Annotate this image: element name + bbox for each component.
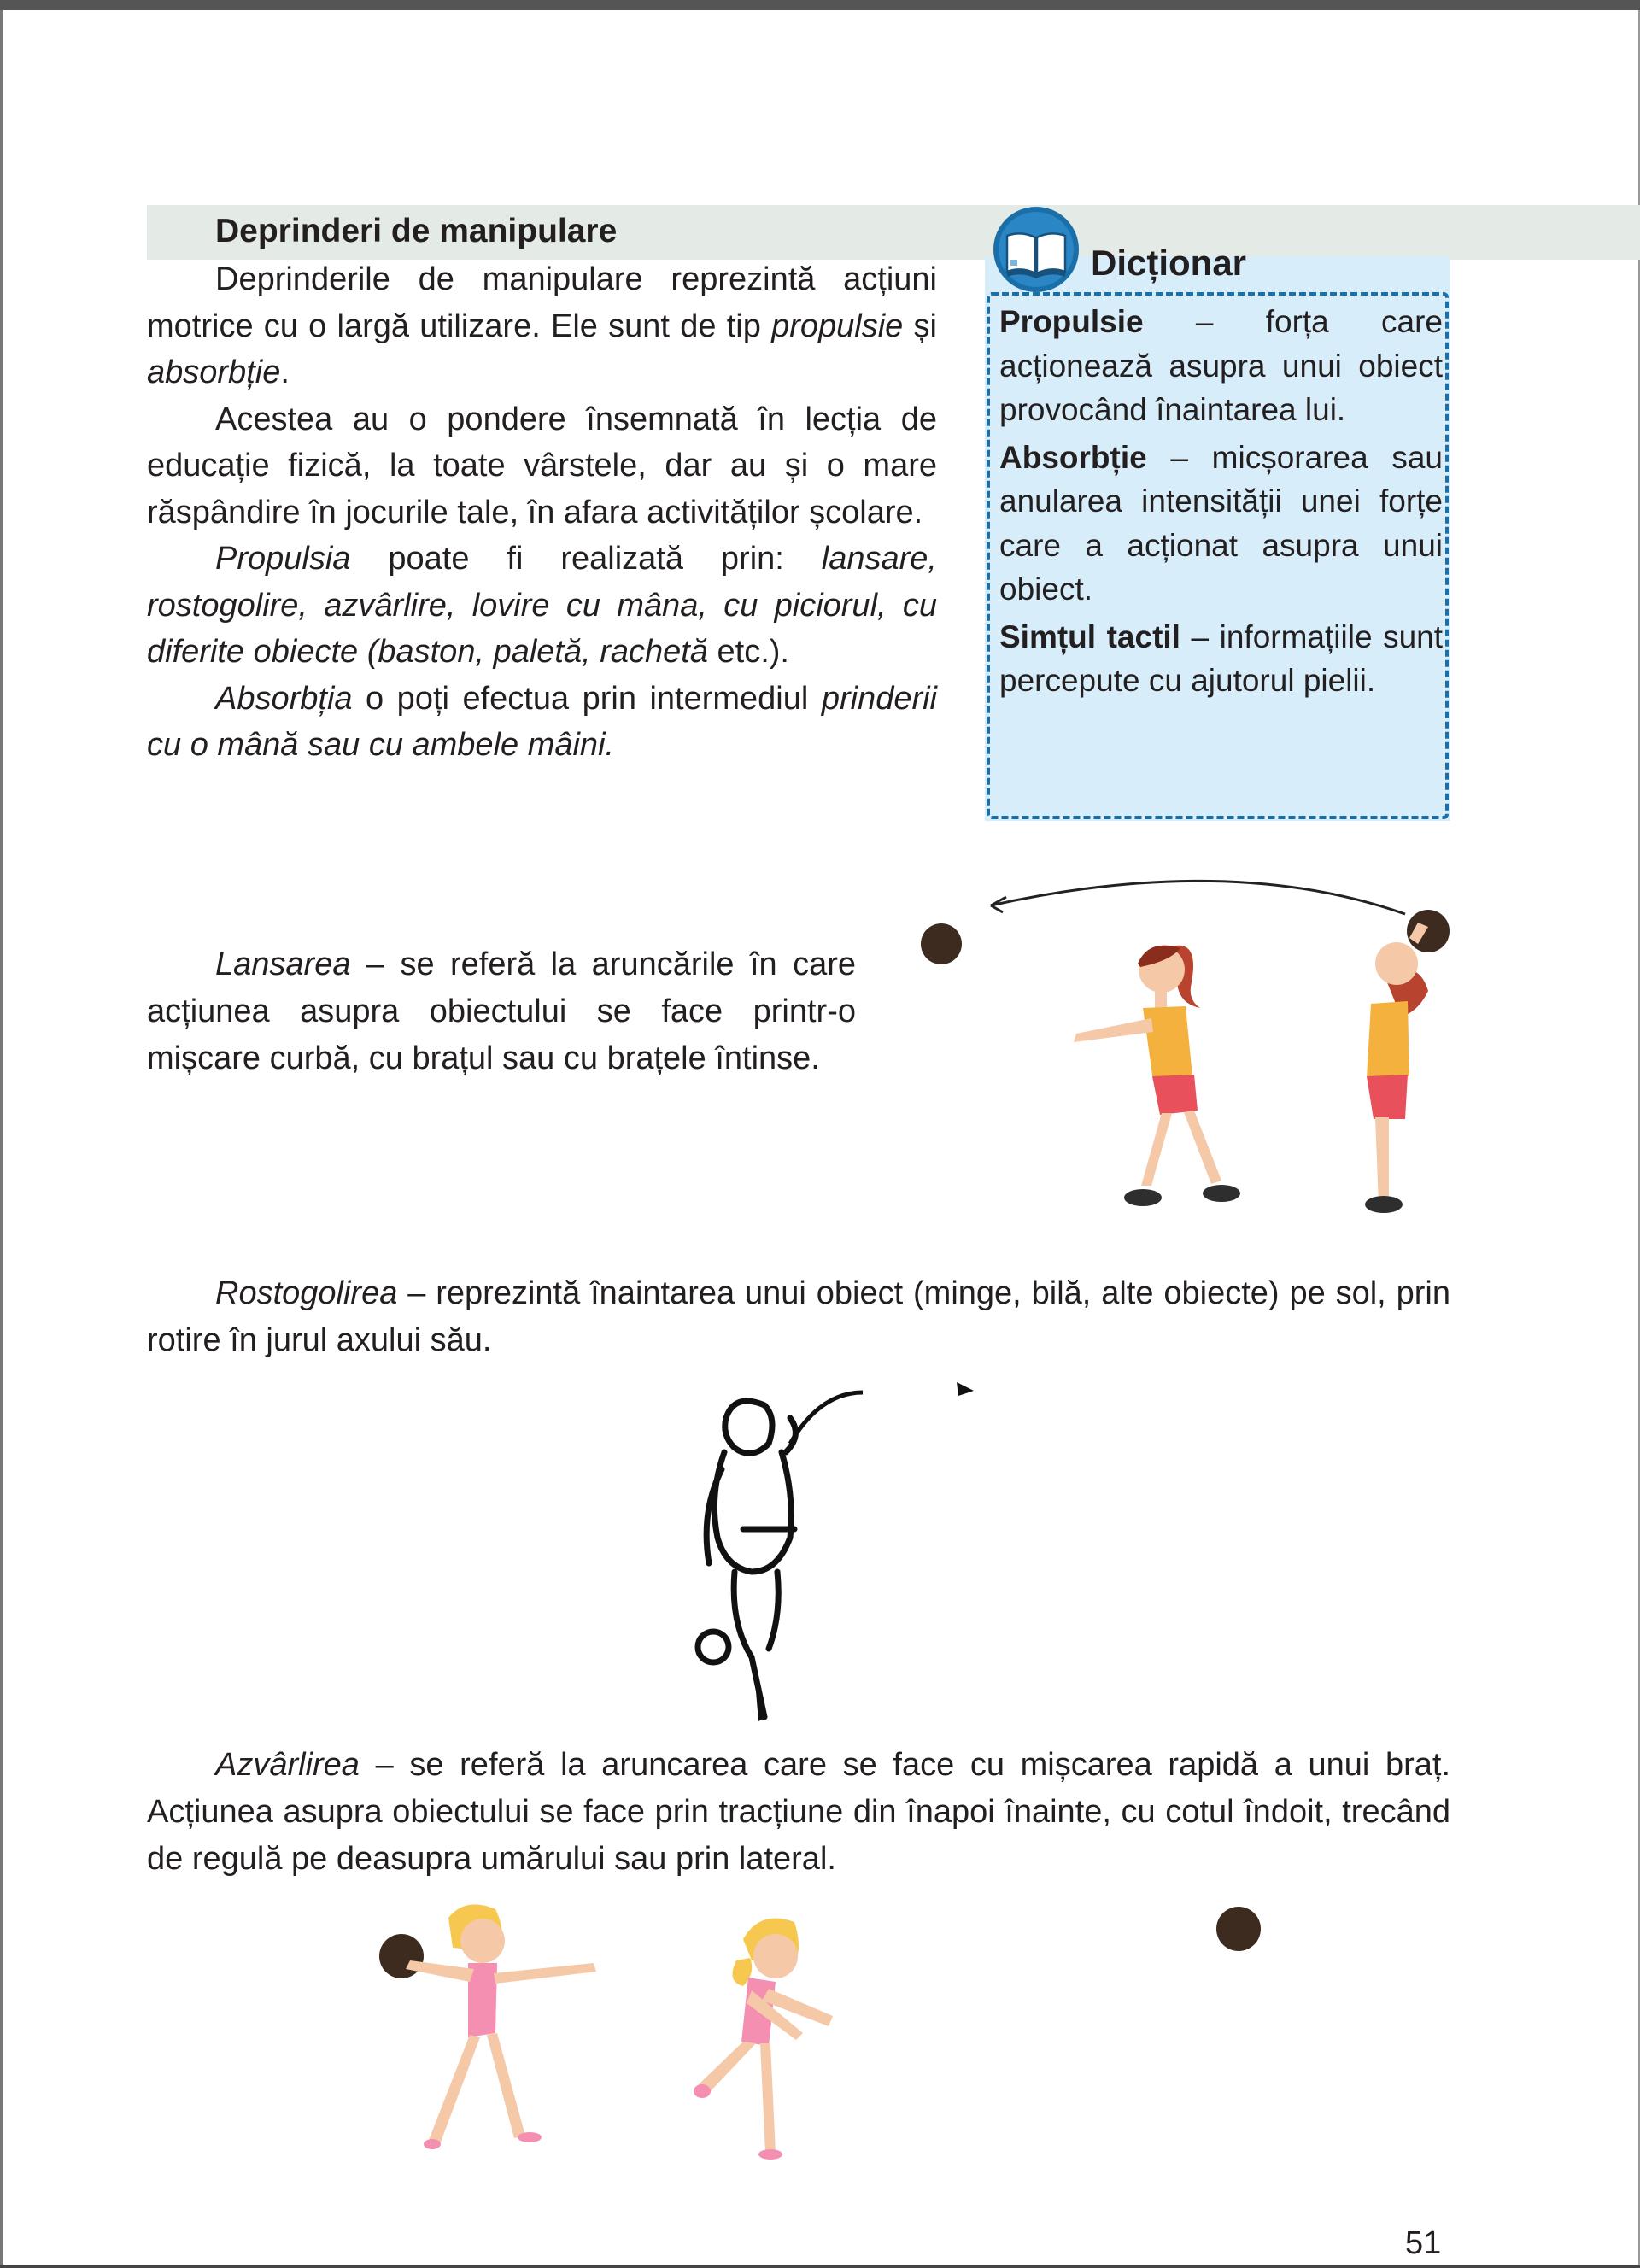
term-propulsie: propulsie [771, 308, 904, 344]
rostogolirea-text [147, 1270, 1450, 1364]
term-absorbtie: absorbție [147, 355, 281, 390]
ball-icon [921, 923, 962, 964]
intro-p3-mid: poate fi realizată prin: [350, 541, 822, 577]
term-azvarlirea: Azvârlirea [215, 1747, 360, 1783]
bowling-ball-icon [698, 1632, 729, 1662]
azvarlirea-illustration [367, 1888, 1281, 2187]
dictionary-term: Absorbție [999, 439, 1147, 475]
propulsion-methods: lansare, rostogolire, azvârlire, lovire cu mâna, cu piciorul, cu diferite obiecte (baston, paletă, rachetă [147, 541, 937, 670]
rostogolirea-paragraph [147, 1270, 1450, 1364]
dictionary-definition: – forța care acționează asupra unui obiect provocând înaintarea lui. [999, 304, 1443, 427]
absorption-methods: prinderii cu o mână sau cu ambele mâini. [147, 680, 937, 763]
section-title: Deprinderi de manipulare [215, 213, 618, 249]
ball-icon [379, 1934, 424, 1978]
dictionary-term: Propulsie [999, 304, 1144, 339]
azvarlirea-description: – se referă la aruncarea care se face cu mișcarea rapidă a unui braț. Acțiunea asupra obiectului se face prin tracțiune din înapoi înainte, cu cotul îndoit, trecând de regulă pe deasupra umărului sau prin lateral. [147, 1747, 1450, 1877]
intro-p3-end: etc.). [707, 634, 789, 670]
rostogolirea-description: – reprezintă înaintarea unui obiect (minge, bilă, alte obiecte) pe sol, prin rotire în jurul axului său. [147, 1275, 1450, 1358]
intro-p4-mid: o poți efectua prin intermediul [352, 680, 822, 717]
girl-arching-icon [1365, 923, 1428, 1213]
intro-paragraph-2: Acestea au o pondere însemnată în lecția de educație fizică, la toate vârstele, dar au și o mare răspândire în jocurile tale, în afara activităților școlare. [147, 401, 937, 530]
dictionary-entries [999, 300, 1443, 703]
term-rostogolirea: Rostogolirea [215, 1275, 398, 1311]
girl-throwing-icon [1074, 946, 1240, 1206]
girl-throwing-icon [406, 1904, 596, 2149]
intro-text [147, 256, 937, 769]
rostogolirea-illustration [683, 1367, 991, 1743]
dictionary-entry [999, 436, 1443, 612]
page-number: 51 [1405, 2225, 1442, 2261]
intro-p1-end: . [280, 355, 290, 390]
lansarea-paragraph [147, 941, 856, 1082]
lansarea-description: – se referă la aruncările în care acțiunea asupra obiectului se face printr-o mișcare curbă, cu brațul sau cu brațele întinse. [147, 946, 856, 1076]
intro-p1-text: Deprinderile de manipulare reprezintă acțiuni motrice cu o largă utilizare. Ele sunt de tip [147, 261, 937, 344]
term-lansarea: Lansarea [215, 946, 351, 982]
lansarea-illustration [905, 863, 1461, 1239]
page-bottom-edge [0, 2265, 1640, 2268]
dictionary-entry [999, 300, 1443, 432]
lansarea-text [147, 941, 856, 1082]
azvarlirea-paragraph [147, 1742, 1450, 1883]
dictionary-definition: – micșorarea sau anularea intensității unei forțe care a acționat asupra unui obiect. [999, 439, 1443, 607]
intro-paragraph-3 [147, 536, 937, 676]
term-absorbtia: Absorbția [215, 680, 353, 717]
window-top-edge [0, 0, 1640, 10]
book-icon [992, 205, 1081, 294]
ball-icon [1216, 1907, 1261, 1951]
intro-paragraph-1 [147, 256, 937, 396]
girl-follow-through-icon [694, 1919, 833, 2160]
term-propulsia: Propulsia [215, 541, 351, 577]
azvarlirea-text [147, 1742, 1450, 1883]
dictionary-title: Dicționar [1091, 243, 1247, 283]
intro-paragraph-4 [147, 676, 937, 769]
dictionary-term: Simțul tactil [999, 618, 1180, 654]
dictionary-definition: – informațiile sunt percepute cu ajutorul pielii. [999, 618, 1443, 698]
dictionary-entry [999, 615, 1443, 703]
window-left-edge [0, 10, 3, 2268]
intro-p1-mid: și [903, 308, 938, 344]
